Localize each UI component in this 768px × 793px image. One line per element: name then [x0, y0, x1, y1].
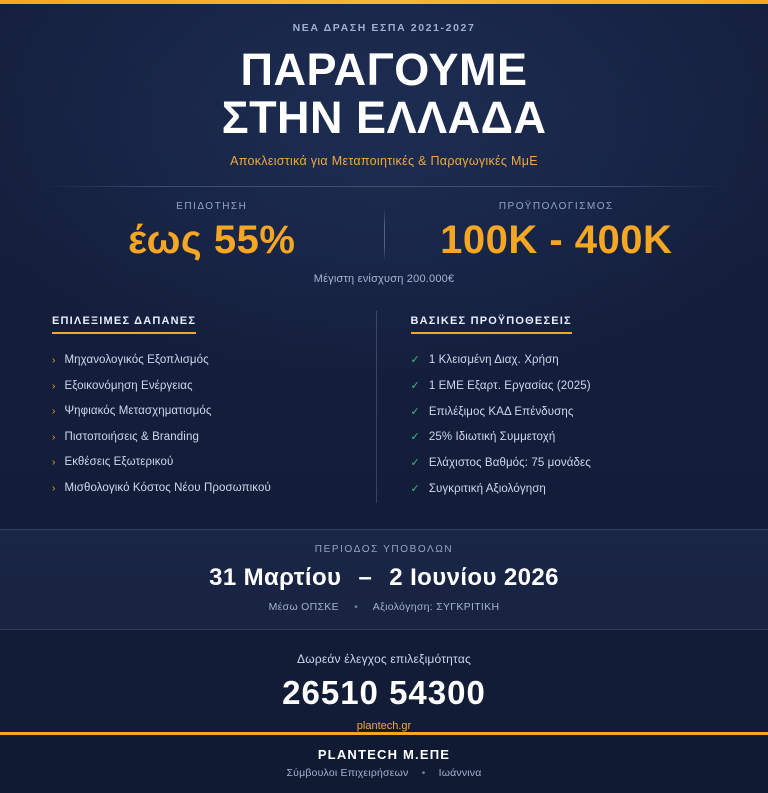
- list-item-label: Ελάχιστος Βαθμός: 75 μονάδες: [428, 457, 591, 470]
- date-start: 31 Μαρτίου: [209, 563, 342, 591]
- title-line-1: ΠΑΡΑΓΟΥΜΕ: [240, 44, 528, 95]
- basic-conditions-list: [411, 348, 717, 503]
- submission-channel: Μέσω ΟΠΣΚΕ: [268, 600, 339, 613]
- list-item: [411, 348, 717, 374]
- evaluation-type: Αξιολόγηση: ΣΥΓΚΡΙΤΙΚΗ: [372, 600, 500, 613]
- list-item: [52, 425, 358, 451]
- chevron-right-icon: ›: [52, 431, 56, 443]
- list-item: [411, 451, 717, 477]
- budget-figure: [385, 201, 729, 263]
- figures-note: Μέγιστη ενίσχυση 200.000€: [313, 273, 455, 286]
- chevron-right-icon: ›: [52, 457, 56, 469]
- subsidy-label: ΕΠΙΔΟΤΗΣΗ: [176, 201, 248, 213]
- list-item-label: Συγκριτική Αξιολόγηση: [428, 482, 546, 495]
- list-item-label: Ψηφιακός Μετασχηματισμός: [64, 405, 212, 418]
- list-item-label: Πιστοποιήσεις & Branding: [64, 430, 199, 443]
- list-item: [52, 374, 358, 400]
- list-item: [411, 477, 717, 503]
- list-item: [52, 348, 358, 374]
- eligible-expenses-list: [52, 348, 358, 501]
- check-icon: ✓: [410, 379, 420, 392]
- list-item-label: 1 Κλεισμένη Διαχ. Χρήση: [428, 354, 559, 367]
- company-role: Σύμβουλοι Επιχειρήσεων: [286, 766, 409, 779]
- chevron-right-icon: ›: [52, 355, 56, 367]
- chevron-right-icon: ›: [52, 406, 56, 418]
- subtitle-text: Αποκλειστικά για Μεταποιητικές & Παραγωγικές ΜμΕ: [230, 154, 538, 169]
- details-columns: [0, 285, 768, 503]
- list-item: [52, 399, 358, 425]
- list-item-label: 25% Ιδιωτική Συμμετοχή: [428, 431, 556, 444]
- submission-meta: [40, 601, 728, 613]
- figures-section: [0, 187, 768, 263]
- list-item: [411, 374, 717, 400]
- date-separator: –: [358, 563, 373, 591]
- title-line-2: ΣΤΗΝ ΕΛΛΑΔΑ: [221, 92, 547, 144]
- budget-label: ΠΡΟΫΠΟΛΟΓΙΣΜΟΣ: [498, 201, 614, 213]
- list-item-label: Εξοικονόμηση Ενέργειας: [64, 379, 193, 392]
- company-city: Ιωάννινα: [438, 766, 482, 779]
- check-icon: ✓: [410, 405, 420, 418]
- list-item-label: Επιλέξιμος ΚΑΔ Επένδυσης: [428, 405, 574, 418]
- subsidy-value: έως 55%: [128, 218, 296, 263]
- chevron-right-icon: ›: [52, 380, 56, 392]
- chevron-right-icon: ›: [52, 482, 56, 494]
- list-item-label: Μηχανολογικός Εξοπλισμός: [64, 354, 209, 367]
- check-icon: ✓: [410, 482, 420, 495]
- check-icon: ✓: [410, 457, 420, 470]
- budget-value: 100K - 400K: [440, 218, 673, 263]
- contact-section: [0, 630, 768, 732]
- subsidy-figure: [40, 201, 384, 263]
- check-icon: ✓: [410, 431, 420, 444]
- list-item: [411, 425, 717, 451]
- footer-separator: •: [421, 766, 426, 779]
- contact-label: Δωρεάν έλεγχος επιλεξιμότητας: [297, 651, 471, 666]
- contact-website[interactable]: plantech.gr: [356, 719, 412, 732]
- meta-separator: •: [354, 600, 359, 613]
- page-title: [40, 46, 728, 142]
- submission-period-dates: [40, 564, 728, 592]
- company-name: PLANTECH Μ.ΕΠΕ: [317, 746, 451, 762]
- eligible-expenses-heading: ΕΠΙΛΕΞΙΜΕΣ ΔΑΠΑΝΕΣ: [52, 315, 196, 334]
- list-item: [52, 476, 358, 502]
- list-item: [411, 400, 717, 426]
- eligible-expenses-column: [52, 311, 376, 503]
- submission-period-band: [0, 529, 768, 630]
- eyebrow-text: ΝΕΑ ΔΡΑΣΗ ΕΣΠΑ 2021-2027: [292, 22, 476, 34]
- list-item-label: 1 ΕΜΕ Εξαρτ. Εργασίας (2025): [428, 379, 591, 392]
- submission-period-label: ΠΕΡΙΟΔΟΣ ΥΠΟΒΟΛΩΝ: [314, 543, 454, 555]
- check-icon: ✓: [410, 354, 420, 367]
- company-tagline: [40, 767, 728, 779]
- basic-conditions-heading: ΒΑΣΙΚΕΣ ΠΡΟΫΠΟΘΕΣΕΙΣ: [411, 315, 572, 334]
- footer: [0, 732, 768, 793]
- list-item: [52, 450, 358, 476]
- list-item-label: Μισθολογικό Κόστος Νέου Προσωπικού: [64, 481, 271, 494]
- date-end: 2 Ιουνίου 2026: [389, 563, 559, 591]
- list-item-label: Εκθέσεις Εξωτερικού: [64, 456, 174, 469]
- basic-conditions-column: [376, 311, 717, 503]
- contact-phone[interactable]: 26510 54300: [282, 673, 486, 711]
- hero-section: [0, 4, 768, 168]
